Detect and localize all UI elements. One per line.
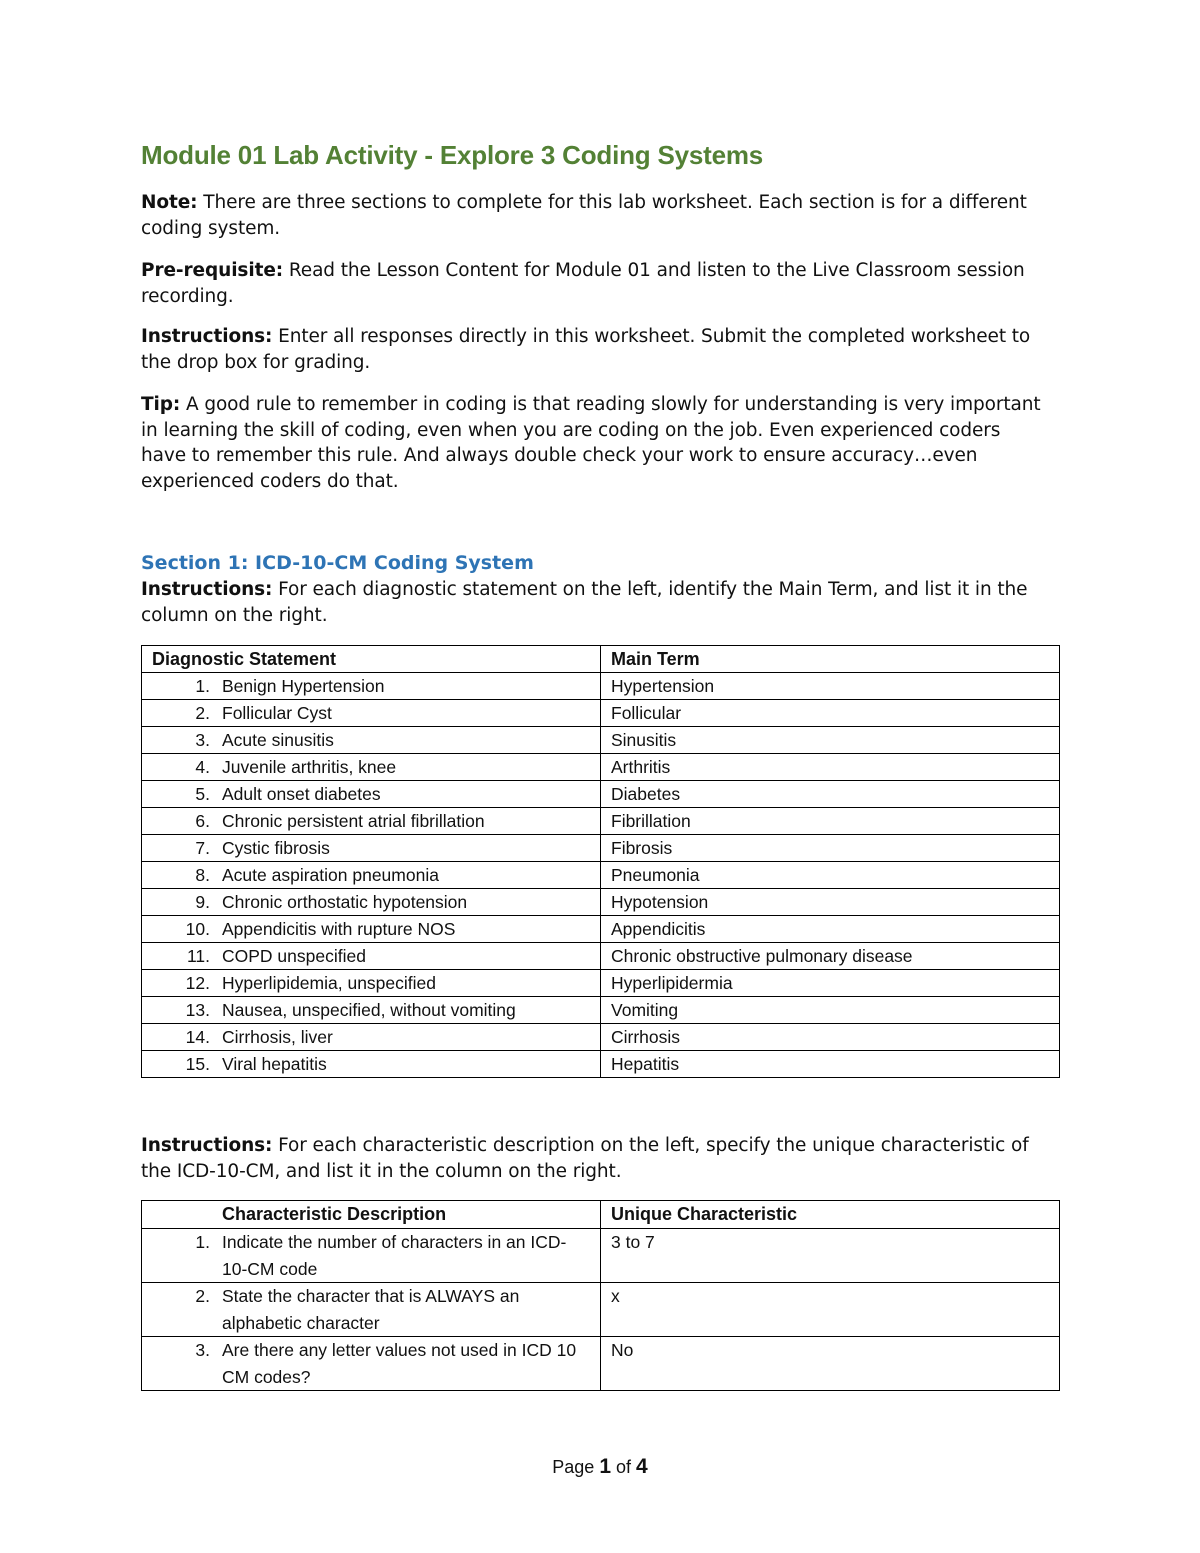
table-row: [142, 1283, 1060, 1337]
characteristic-description-cell: [142, 1229, 601, 1283]
unique-characteristic-cell: 3 to 7: [601, 1229, 1060, 1283]
instructions-label: Instructions:: [141, 326, 273, 347]
note-text: There are three sections to complete for this lab worksheet. Each section is for a different coding system.: [141, 192, 1027, 239]
diagnostic-statement-cell: [142, 1051, 601, 1078]
diagnostic-statement: Cystic fibrosis: [222, 838, 330, 858]
footer-of-word: of: [611, 1457, 637, 1477]
row-number: 10.: [185, 919, 210, 939]
diagnostic-statement-cell: [142, 673, 601, 700]
note-paragraph: [141, 190, 1046, 241]
row-number: 6.: [195, 811, 210, 831]
prerequisite-label: Pre-requisite:: [141, 260, 284, 281]
tip-label: Tip:: [141, 394, 181, 415]
main-term-cell: Cirrhosis: [601, 1024, 1060, 1051]
header-diagnostic-statement: Diagnostic Statement: [142, 646, 601, 673]
diagnostic-statement: Viral hepatitis: [222, 1054, 327, 1074]
tip-paragraph: [141, 392, 1046, 494]
table-row: [142, 943, 1060, 970]
header-main-term: Main Term: [601, 646, 1060, 673]
prerequisite-text: Read the Lesson Content for Module 01 and listen to the Live Classroom session recording.: [141, 260, 1025, 307]
row-number: 15.: [185, 1054, 210, 1074]
section-1-instructions: [141, 577, 1046, 628]
characteristic-description: Are there any letter values not used in ICD 10 CM codes?: [222, 1340, 577, 1387]
main-term-cell: Appendicitis: [601, 916, 1060, 943]
row-number: 4.: [195, 757, 210, 777]
main-term-cell: Diabetes: [601, 781, 1060, 808]
table-row: [142, 808, 1060, 835]
row-number: 3.: [195, 1340, 210, 1360]
characteristic-description: Indicate the number of characters in an ICD-10-CM code: [222, 1232, 567, 1279]
diagnostic-statement-cell: [142, 916, 601, 943]
row-number: 2.: [195, 703, 210, 723]
instructions-text: Enter all responses directly in this worksheet. Submit the completed worksheet to the drop box for grading.: [141, 326, 1031, 373]
main-term-cell: Sinusitis: [601, 727, 1060, 754]
table-row: [142, 1051, 1060, 1078]
main-term-cell: Hyperlipidermia: [601, 970, 1060, 997]
diagnostic-statement: COPD unspecified: [222, 946, 366, 966]
main-term-cell: Pneumonia: [601, 862, 1060, 889]
row-number: 9.: [195, 892, 210, 912]
main-term-cell: Follicular: [601, 700, 1060, 727]
tip-text: A good rule to remember in coding is that reading slowly for understanding is very important in learning the skill of coding, even when you are coding on the job. Even experienced coders have to remember this rule. And always double check your work to ensure accuracy…even experienced coders do that.: [141, 394, 1041, 492]
diagnostic-statement: Cirrhosis, liver: [222, 1027, 333, 1047]
diagnostic-statement-cell: [142, 862, 601, 889]
main-term-table: [141, 645, 1060, 1078]
table-header-row: [142, 1201, 1060, 1229]
characteristic-description: State the character that is ALWAYS an alphabetic character: [222, 1286, 520, 1333]
diagnostic-statement-cell: [142, 1024, 601, 1051]
table-row: [142, 700, 1060, 727]
header-characteristic-description: Characteristic Description: [142, 1201, 601, 1229]
table-header-row: [142, 646, 1060, 673]
diagnostic-statement-cell: [142, 727, 601, 754]
header-unique-characteristic: Unique Characteristic: [601, 1201, 1060, 1229]
main-term-cell: Vomiting: [601, 997, 1060, 1024]
diagnostic-statement: Acute aspiration pneumonia: [222, 865, 439, 885]
main-term-cell: Arthritis: [601, 754, 1060, 781]
main-term-cell: Chronic obstructive pulmonary disease: [601, 943, 1060, 970]
table-row: [142, 889, 1060, 916]
diagnostic-statement: Hyperlipidemia, unspecified: [222, 973, 436, 993]
row-number: 13.: [185, 1000, 210, 1020]
table-row: [142, 970, 1060, 997]
section-1-heading: Section 1: ICD-10-CM Coding System: [141, 552, 534, 574]
row-number: 14.: [185, 1027, 210, 1047]
row-number: 1.: [195, 1232, 210, 1252]
table-row: [142, 1024, 1060, 1051]
unique-characteristic-cell: x: [601, 1283, 1060, 1337]
row-number: 8.: [195, 865, 210, 885]
row-number: 12.: [185, 973, 210, 993]
row-number: 2.: [195, 1286, 210, 1306]
table-row: [142, 673, 1060, 700]
characteristic-table: [141, 1200, 1060, 1391]
table-row: [142, 835, 1060, 862]
diagnostic-statement: Nausea, unspecified, without vomiting: [222, 1000, 516, 1020]
table-row: [142, 862, 1060, 889]
row-number: 1.: [195, 676, 210, 696]
section-1-instructions-text: For each diagnostic statement on the left, identify the Main Term, and list it in the column on the right.: [141, 579, 1028, 626]
diagnostic-statement-cell: [142, 700, 601, 727]
footer-current-page: 1: [599, 1455, 612, 1478]
row-number: 5.: [195, 784, 210, 804]
diagnostic-statement-cell: [142, 970, 601, 997]
diagnostic-statement: Acute sinusitis: [222, 730, 334, 750]
unique-characteristic-cell: No: [601, 1337, 1060, 1391]
table-row: [142, 727, 1060, 754]
row-number: 3.: [195, 730, 210, 750]
characteristic-description-cell: [142, 1283, 601, 1337]
table-row: [142, 781, 1060, 808]
main-term-cell: Fibrillation: [601, 808, 1060, 835]
diagnostic-statement: Juvenile arthritis, knee: [222, 757, 397, 777]
footer-total-pages: 4: [636, 1455, 648, 1478]
instructions-paragraph: [141, 324, 1046, 375]
main-term-cell: Hypotension: [601, 889, 1060, 916]
prerequisite-paragraph: [141, 258, 1046, 309]
table-row: [142, 997, 1060, 1024]
diagnostic-statement: Appendicitis with rupture NOS: [222, 919, 456, 939]
diagnostic-statement-cell: [142, 835, 601, 862]
diagnostic-statement: Chronic persistent atrial fibrillation: [222, 811, 485, 831]
section-1-instructions-2-label: Instructions:: [141, 1135, 273, 1156]
page-footer: [0, 1455, 1200, 1479]
section-1-instructions-2-text: For each characteristic description on the left, specify the unique characteristic of the ICD-10-CM, and list it in the column on the right.: [141, 1135, 1029, 1182]
main-term-cell: Hypertension: [601, 673, 1060, 700]
diagnostic-statement: Chronic orthostatic hypotension: [222, 892, 468, 912]
diagnostic-statement: Benign Hypertension: [222, 676, 385, 696]
main-term-cell: Hepatitis: [601, 1051, 1060, 1078]
table-row: [142, 1337, 1060, 1391]
table-row: [142, 1229, 1060, 1283]
diagnostic-statement-cell: [142, 943, 601, 970]
diagnostic-statement: Follicular Cyst: [222, 703, 332, 723]
main-term-cell: Fibrosis: [601, 835, 1060, 862]
diagnostic-statement-cell: [142, 781, 601, 808]
footer-page-word: Page: [552, 1457, 600, 1477]
diagnostic-statement-cell: [142, 754, 601, 781]
section-1-instructions-2: [141, 1133, 1046, 1184]
diagnostic-statement-cell: [142, 889, 601, 916]
diagnostic-statement: Adult onset diabetes: [222, 784, 381, 804]
row-number: 11.: [186, 946, 210, 966]
section-1-instructions-label: Instructions:: [141, 579, 273, 600]
characteristic-description-cell: [142, 1337, 601, 1391]
table-row: [142, 754, 1060, 781]
note-label: Note:: [141, 192, 198, 213]
diagnostic-statement-cell: [142, 997, 601, 1024]
page-title: Module 01 Lab Activity - Explore 3 Coding Systems: [141, 140, 764, 170]
row-number: 7.: [195, 838, 210, 858]
diagnostic-statement-cell: [142, 808, 601, 835]
table-row: [142, 916, 1060, 943]
